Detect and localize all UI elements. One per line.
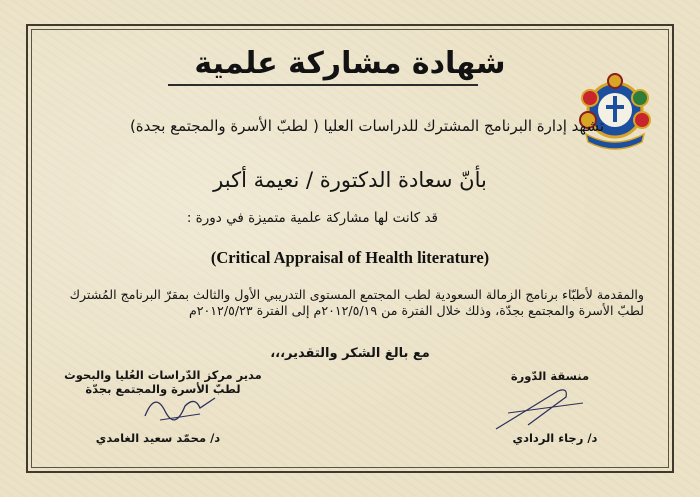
right-signature-icon <box>488 385 588 433</box>
left-signatory-title-line: لطبّ الأسرة والمجتمع بجدّة <box>85 382 241 396</box>
course-details-line: والمقدمة لأطبّاء برنامج الزمالة السعودية لطب المجتمع المستوى التدريبي الأول والثالث بمقرّ البرنامج المُشترك <box>69 287 644 302</box>
issuer-line: تشهد إدارة البرنامج المشترك للدراسات العليا ( لطبّ الأسرة والمجتمع بجدة) <box>129 117 604 135</box>
certificate-title: شهادة مشاركة علمية <box>194 46 506 81</box>
course-title: (Critical Appraisal of Health literature) <box>210 248 490 267</box>
recipient-line: بأنّ سعادة الدكتورة / نعيمة أكبر <box>213 168 487 192</box>
thanks-line: مع بالغ الشكر والتقدير،،، <box>270 346 430 361</box>
title-underline <box>168 84 478 86</box>
left-signature-icon <box>140 386 220 426</box>
program-emblem-icon <box>572 72 658 152</box>
course-details-line: لطبّ الأسرة والمجتمع بجدّة، وذلك خلال الفترة من ٢٠١٢/٥/١٩م إلى الفترة ٢٠١٢/٥/٢٣م <box>188 303 644 318</box>
course-details <box>24 287 644 319</box>
right-signatory-name: د/ رجاء الردادي <box>512 431 598 445</box>
left-signatory-name: د/ محمّد سعيد الغامدي <box>95 431 221 445</box>
left-signatory-title-line: مدير مركز الدّراسات العُليا والبحوث <box>64 368 262 382</box>
participation-line: قد كانت لها مشاركة علمية متميزة في دورة : <box>186 210 438 226</box>
right-signatory-title: منسقة الدّورة <box>510 369 590 383</box>
